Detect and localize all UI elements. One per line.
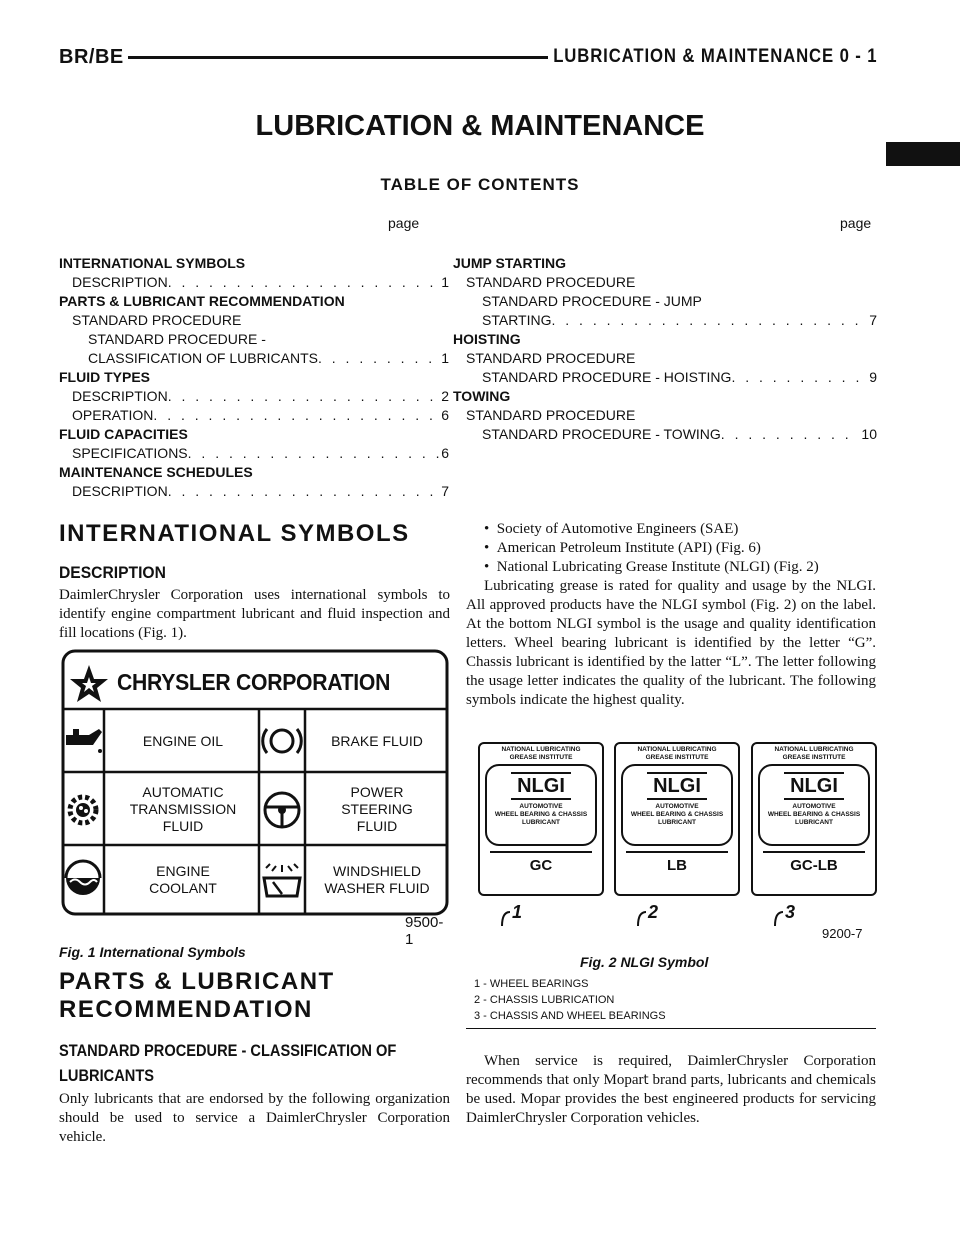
toc-entry-text: STANDARD PROCEDURE - JUMP xyxy=(482,293,702,309)
toc-entry-text: STARTING xyxy=(482,312,552,328)
toc-entry[interactable] xyxy=(59,273,449,292)
paragraph-mopar-service: When service is required, DaimlerChrysler Corporation recommends that only Mopart brand parts, lubricants and chemicals be used. Mopar provides the best engineered products for servicing DaimlerChrysler Corporation vehicles. xyxy=(466,1053,876,1126)
toc-entry[interactable] xyxy=(59,292,449,311)
toc-entry-text: FLUID TYPES xyxy=(59,369,151,385)
toc-entry-text: STANDARD PROCEDURE - xyxy=(88,331,266,347)
subheading-std-procedure-1: STANDARD PROCEDURE - CLASSIFICATION OF xyxy=(59,1041,397,1060)
toc-entry[interactable] xyxy=(453,273,877,292)
toc-entry[interactable] xyxy=(59,330,449,349)
toc-leader-dots xyxy=(318,349,439,368)
section-heading-parts-lubricant-1: PARTS & LUBRICANT xyxy=(59,968,335,995)
toc-entry-text: STANDARD PROCEDURE xyxy=(466,350,636,366)
toc-entry-text: STANDARD PROCEDURE - HOISTING xyxy=(482,369,732,385)
legend-item: 3 - CHASSIS AND WHEEL BEARINGS xyxy=(474,1010,666,1022)
fig1-cell-label: BRAKE FLUID xyxy=(331,733,423,749)
toc-entry[interactable] xyxy=(59,368,449,387)
toc-entry[interactable] xyxy=(453,368,877,387)
paragraph-classification: Only lubricants that are endorsed by the following organization should be used to service a DaimlerChrysler Corporation vehicle. xyxy=(59,1091,450,1145)
brake-icon xyxy=(263,729,302,753)
running-header-left: BR/BE xyxy=(59,46,124,68)
toc-entry[interactable] xyxy=(59,425,449,444)
fig2-legend xyxy=(474,976,666,1024)
header-rule xyxy=(128,56,548,59)
bullet-list-organizations xyxy=(484,520,876,577)
toc-entry[interactable] xyxy=(453,406,877,425)
toc-page-number: 10 xyxy=(861,426,877,442)
toc-left-column xyxy=(59,254,449,501)
toc-page-label-right: page xyxy=(840,215,872,231)
fig2-caption: Fig. 2 NLGI Symbol xyxy=(580,954,709,970)
callout-bracket-icon xyxy=(500,908,540,928)
toc-page-number: 7 xyxy=(869,312,877,328)
nlgi-mark: NLGI xyxy=(647,772,707,800)
windshield-washer-icon xyxy=(264,864,300,896)
nlgi-code: GC-LB xyxy=(763,851,865,874)
toc-entry[interactable] xyxy=(59,387,449,406)
bullet-item: • National Lubricating Grease Institute (NLGI) (Fig. 2) xyxy=(484,559,819,575)
toc-entry[interactable] xyxy=(59,406,449,425)
bullet-item: • American Petroleum Institute (API) (Fig. 6) xyxy=(484,540,761,556)
toc-entry-text: STANDARD PROCEDURE xyxy=(466,274,636,290)
toc-entry[interactable] xyxy=(453,311,877,330)
toc-page-label-left: page xyxy=(388,215,420,231)
paragraph-grease-rating: Lubricating grease is rated for quality and usage by the NLGI. All approved products have the NLGI symbol (Fig. 2) on the label. At the bottom NLGI symbol is the usage and quality identification letters. Wheel bearing lubricant is identified by the letter “G”. Chassis lubricant is identified by the latter “L”. The letter following the usage letter indicates the quality of the lubricant. The following symbols indicate the highest quality. xyxy=(466,578,876,708)
section-heading-international-symbols: INTERNATIONAL SYMBOLS xyxy=(59,520,410,547)
nlgi-usage-text: AUTOMOTIVE WHEEL BEARING & CHASSIS LUBRICANT xyxy=(494,803,588,826)
toc-entry-text: PARTS & LUBRICANT RECOMMENDATION xyxy=(59,293,345,309)
toc-page-number: 7 xyxy=(441,483,449,499)
toc-entry-text: TOWING xyxy=(453,388,511,404)
toc-entry[interactable] xyxy=(59,311,449,330)
toc-entry[interactable] xyxy=(59,349,449,368)
fig1-cell-label: POWER STEERING FLUID xyxy=(341,783,413,834)
bullet-item: • Society of Automotive Engineers (SAE) xyxy=(484,521,739,537)
fig2-id: 9200-7 xyxy=(822,926,863,941)
toc-entry[interactable] xyxy=(453,330,877,349)
toc-entry-text: CLASSIFICATION OF LUBRICANTS xyxy=(88,350,318,366)
steering-wheel-icon xyxy=(265,793,299,827)
toc-entry-text: INTERNATIONAL SYMBOLS xyxy=(59,255,246,271)
figure-nlgi-symbol xyxy=(478,742,876,952)
toc-leader-dots xyxy=(168,387,440,406)
toc-page-number: 1 xyxy=(441,350,449,366)
toc-leader-dots xyxy=(188,444,440,463)
toc-page-number: 6 xyxy=(441,407,449,423)
toc-page-number: 6 xyxy=(441,445,449,461)
toc-page-number: 2 xyxy=(441,388,449,404)
nlgi-callout-number: 2 xyxy=(648,902,659,922)
toc-leader-dots xyxy=(721,425,860,444)
nlgi-mark: NLGI xyxy=(784,772,844,800)
nlgi-institute-text: NATIONAL LUBRICATING GREASE INSTITUTE xyxy=(501,746,581,761)
nlgi-code: GC xyxy=(490,851,592,874)
toc-entry[interactable] xyxy=(59,444,449,463)
legend-rule xyxy=(466,1028,876,1029)
toc-entry[interactable] xyxy=(453,425,877,444)
toc-right-column xyxy=(453,254,877,444)
fig1-caption: Fig. 1 International Symbols xyxy=(59,944,246,960)
toc-entry-text: STANDARD PROCEDURE - TOWING xyxy=(482,426,721,442)
toc-entry-text: JUMP STARTING xyxy=(453,255,567,271)
toc-entry[interactable] xyxy=(453,292,877,311)
figure-international-symbols xyxy=(59,648,451,948)
nlgi-code: LB xyxy=(626,851,728,874)
nlgi-institute-text: NATIONAL LUBRICATING GREASE INSTITUTE xyxy=(774,746,854,761)
nlgi-usage-text: AUTOMOTIVE WHEEL BEARING & CHASSIS LUBRICANT xyxy=(630,803,724,826)
fig1-cell-label: WINDSHIELD WASHER FLUID xyxy=(324,863,430,896)
toc-page-number: 9 xyxy=(869,369,877,385)
pentastar-logo-icon xyxy=(70,665,108,702)
running-header-right: LUBRICATION & MAINTENANCE 0 - 1 xyxy=(552,46,877,67)
legend-item: 1 - WHEEL BEARINGS xyxy=(474,978,589,990)
subheading-std-procedure-2: LUBRICANTS xyxy=(59,1066,155,1085)
fig1-brand: CHRYSLER CORPORATION xyxy=(117,669,391,695)
toc-entry-text: STANDARD PROCEDURE xyxy=(72,312,242,328)
nlgi-mark: NLGI xyxy=(511,772,571,800)
nlgi-callout-number: 3 xyxy=(785,902,796,922)
toc-entry[interactable] xyxy=(453,349,877,368)
toc-entry-text: FLUID CAPACITIES xyxy=(59,426,188,442)
toc-entry-text: STANDARD PROCEDURE xyxy=(466,407,636,423)
toc-entry[interactable] xyxy=(453,254,877,273)
paragraph-international-symbols: DaimlerChrysler Corporation uses international symbols to identify engine compartment lubricant and fluid inspection and fill locations (Fig. 1). xyxy=(59,587,450,641)
trademark-mark: t xyxy=(643,1073,649,1088)
nlgi-usage-text: AUTOMOTIVE WHEEL BEARING & CHASSIS LUBRICANT xyxy=(767,803,861,826)
toc-leader-dots xyxy=(168,273,440,292)
legend-item: 2 - CHASSIS LUBRICATION xyxy=(474,994,615,1006)
toc-entry[interactable] xyxy=(59,254,449,273)
nlgi-oval xyxy=(485,764,597,846)
toc-entry-text: DESCRIPTION xyxy=(72,483,168,499)
subheading-description: DESCRIPTION xyxy=(59,563,166,582)
toc-entry-text: DESCRIPTION xyxy=(72,388,168,404)
toc-leader-dots xyxy=(168,482,440,501)
toc-leader-dots xyxy=(552,311,868,330)
fig1-cell-label: ENGINE OIL xyxy=(142,733,224,749)
nlgi-oval xyxy=(621,764,733,846)
nlgi-label xyxy=(751,742,877,896)
section-heading-parts-lubricant-2: RECOMMENDATION xyxy=(59,996,313,1023)
toc-page-number: 1 xyxy=(441,274,449,290)
toc-entry-text: MAINTENANCE SCHEDULES xyxy=(59,464,253,480)
oil-can-icon xyxy=(66,729,102,753)
toc-entry-text: OPERATION xyxy=(72,407,154,423)
toc-entry-text: DESCRIPTION xyxy=(72,274,168,290)
callout-bracket-icon xyxy=(636,908,676,928)
toc-entry[interactable] xyxy=(453,387,877,406)
toc-entry-text: SPECIFICATIONS xyxy=(72,445,188,461)
toc-entry[interactable] xyxy=(59,463,449,482)
toc-title: TABLE OF CONTENTS xyxy=(380,175,580,194)
fig1-id: 9500-1 xyxy=(405,914,444,948)
coolant-icon xyxy=(66,861,100,895)
fig1-cell-label: AUTOMATIC TRANSMISSION FLUID xyxy=(129,783,237,834)
nlgi-institute-text: NATIONAL LUBRICATING GREASE INSTITUTE xyxy=(637,746,717,761)
section-thumb-tab xyxy=(886,142,960,166)
toc-entry-text: HOISTING xyxy=(453,331,521,347)
fig1-cell-label: ENGINE COOLANT xyxy=(149,863,217,896)
toc-leader-dots xyxy=(731,368,867,387)
toc-leader-dots xyxy=(153,406,439,425)
nlgi-oval xyxy=(758,764,870,846)
nlgi-callout-number: 1 xyxy=(512,902,523,922)
nlgi-label xyxy=(614,742,740,896)
page-title: LUBRICATION & MAINTENANCE xyxy=(255,110,705,142)
toc-entry[interactable] xyxy=(59,482,449,501)
gear-icon xyxy=(70,797,96,823)
callout-bracket-icon xyxy=(773,908,813,928)
nlgi-label xyxy=(478,742,604,896)
